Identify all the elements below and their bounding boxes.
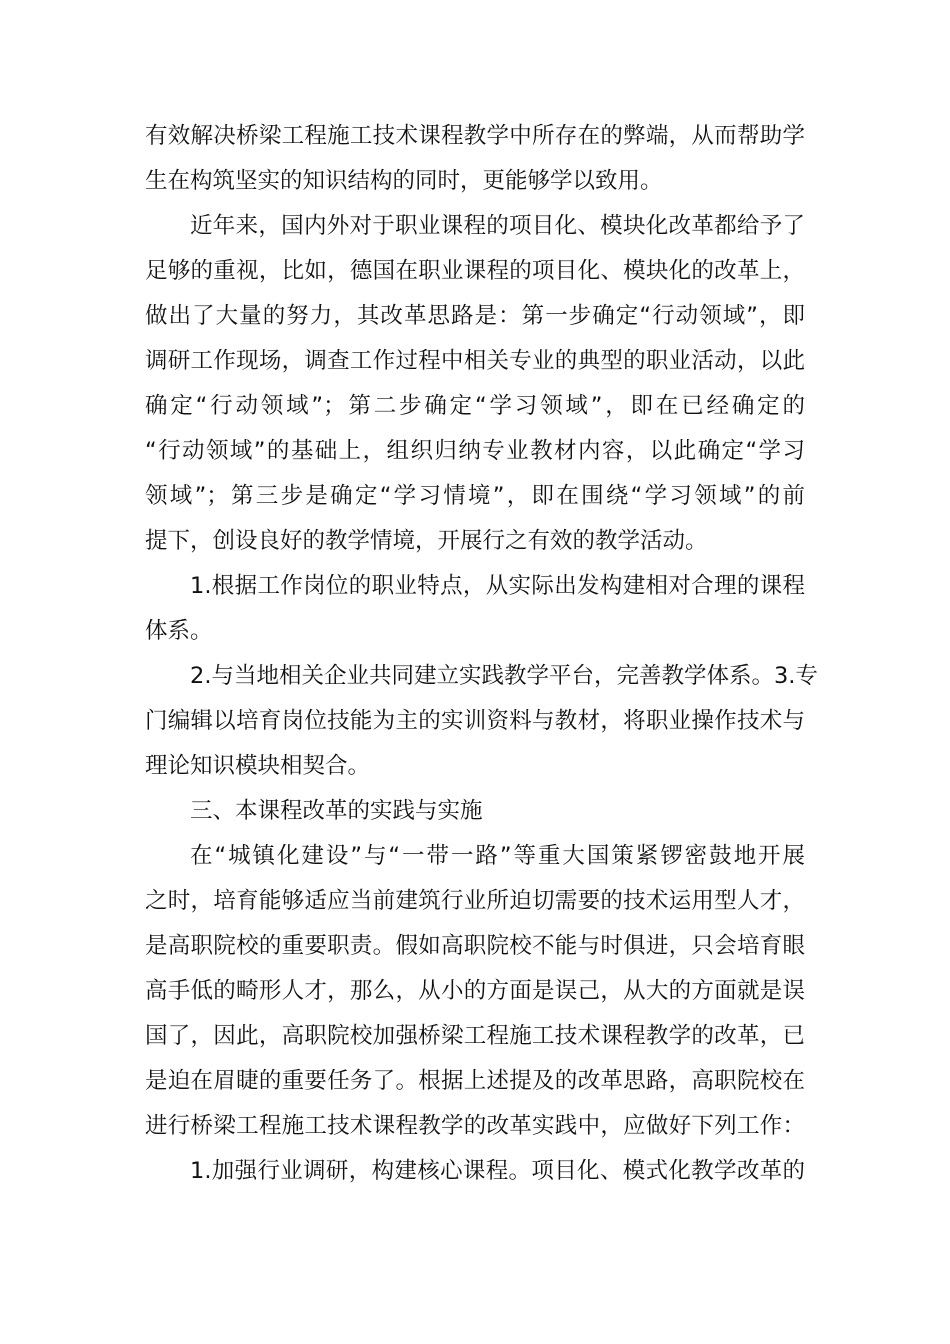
text-line: 提下，创设良好的教学情境，开展行之有效的教学活动。	[145, 528, 708, 554]
text-line: 体系。	[145, 618, 213, 644]
text-line: 领域”；第三步是确定“学习情境”，即在围绕“学习领域”的前	[145, 483, 805, 509]
section-heading: 三、本课程改革的实践与实施	[190, 798, 483, 824]
text-line: 做出了大量的努力，其改革思路是：第一步确定“行动领域”，即	[145, 303, 805, 329]
text-line: 之时，培育能够适应当前建筑行业所迫切需要的技术运用型人才，	[145, 888, 805, 914]
text-line: 理论知识模块相契合。	[145, 753, 371, 779]
text-line: 高手低的畸形人才，那么，从小的方面是误己，从大的方面就是误	[145, 978, 805, 1004]
list-item-3-line: 1.加强行业调研，构建核心课程。项目化、模式化教学改革的	[190, 1158, 805, 1184]
text-line: 有效解决桥梁工程施工技术课程教学中所存在的弊端，从而帮助学	[145, 123, 805, 149]
text-line: “行动领域”的基础上，组织归纳专业教材内容，以此确定“学习	[145, 438, 805, 464]
list-item-1-line: 1.根据工作岗位的职业特点，从实际出发构建相对合理的课程	[190, 573, 805, 599]
text-line: 调研工作现场，调查工作过程中相关专业的典型的职业活动，以此	[145, 348, 805, 374]
paragraph-start-line: 近年来，国内外对于职业课程的项目化、模块化改革都给予了	[190, 213, 805, 239]
text-line: 国了，因此，高职院校加强桥梁工程施工技术课程教学的改革，已	[145, 1023, 805, 1049]
text-line: 门编辑以培育岗位技能为主的实训资料与教材，将职业操作技术与	[145, 708, 805, 734]
list-item-2-line: 2.与当地相关企业共同建立实践教学平台，完善教学体系。3.专	[190, 663, 818, 689]
text-line: 进行桥梁工程施工技术课程教学的改革实践中，应做好下列工作：	[145, 1113, 805, 1139]
text-line: 确定“行动领域”；第二步确定“学习领域”，即在已经确定的	[145, 393, 805, 419]
text-line: 足够的重视，比如，德国在职业课程的项目化、模块化的改革上，	[145, 258, 805, 284]
paragraph-start-line: 在“城镇化建设”与“一带一路”等重大国策紧锣密鼓地开展	[190, 843, 805, 869]
text-line: 生在构筑坚实的知识结构的同时，更能够学以致用。	[145, 168, 663, 194]
text-line: 是高职院校的重要职责。假如高职院校不能与时俱进，只会培育眼	[145, 933, 805, 959]
text-line: 是迫在眉睫的重要任务了。根据上述提及的改革思路，高职院校在	[145, 1068, 805, 1094]
